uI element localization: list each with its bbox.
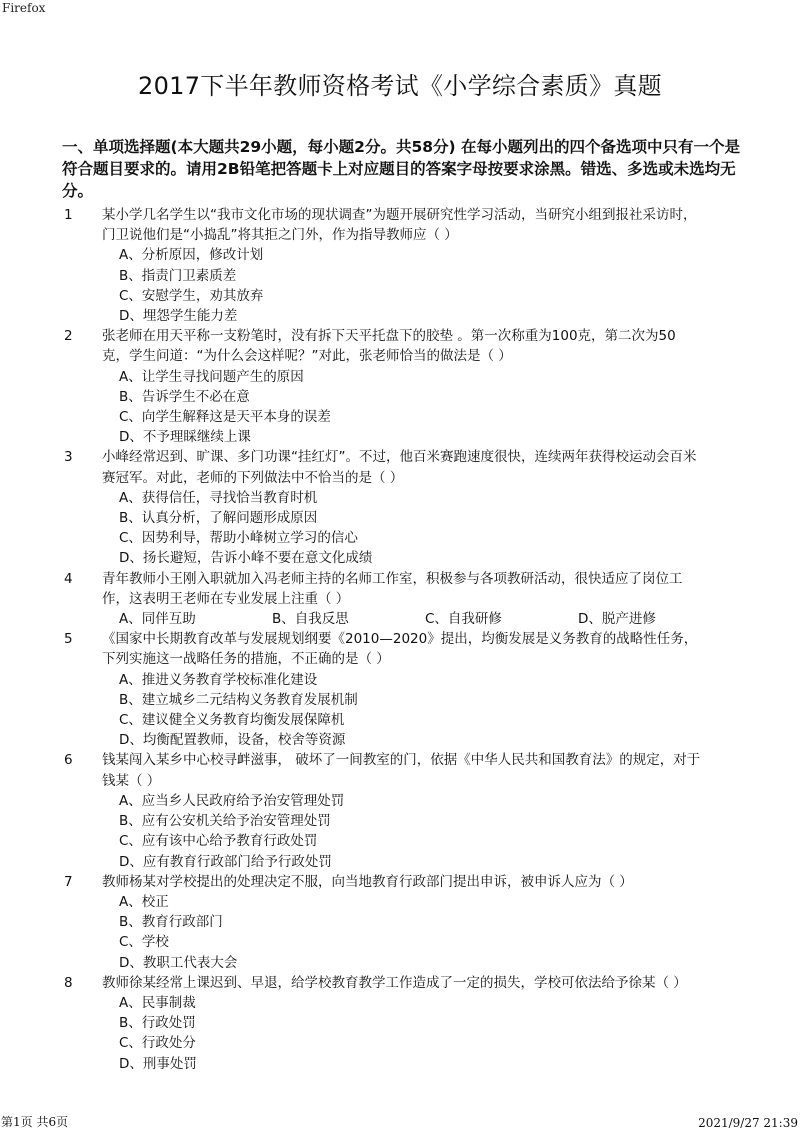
- answer-option: B、告诉学生不必在意: [119, 388, 250, 405]
- question-item: [0, 872, 800, 973]
- answer-option: A、分析原因，修改计划: [119, 247, 264, 264]
- question-item: [0, 973, 800, 1074]
- answer-option: D、不予理睬继续上课: [119, 429, 251, 446]
- option-list: [119, 609, 800, 629]
- answer-option: A、民事制裁: [119, 994, 196, 1011]
- question-number: 6: [64, 752, 73, 769]
- question-number: 1: [64, 207, 73, 223]
- answer-option: C、自我研修: [425, 611, 502, 628]
- answer-option: A、获得信任，寻找恰当教育时机: [119, 489, 318, 506]
- question-text: 教师徐某经常上课迟到、早退，给学校教育教学工作造成了一定的损失，学校可依法给予徐某（ ）: [102, 974, 687, 991]
- answer-option: B、行政处罚: [119, 1015, 196, 1032]
- option-list: [119, 892, 800, 973]
- answer-option: B、应有公安机关给予治安管理处罚: [119, 813, 331, 830]
- question-number: 3: [64, 449, 73, 466]
- answer-option: D、刑事处罚: [119, 1055, 197, 1072]
- answer-option: C、学校: [119, 934, 169, 951]
- answer-option: B、建立城乡二元结构义务教育发展机制: [119, 691, 358, 708]
- print-datetime: 2021/9/27 21:39: [698, 1116, 798, 1130]
- question-text: 钱某闯入某乡中心校寻衅滋事， 破坏了一间教室的门，依据《中华人民共和国教育法》的规定，对于钱某（ ）: [102, 752, 701, 789]
- option-list: [119, 791, 800, 872]
- answer-option: C、向学生解释这是天平本身的误差: [119, 409, 331, 426]
- question-number: 5: [64, 631, 73, 648]
- question-number: 4: [64, 570, 73, 587]
- option-list: [119, 670, 800, 751]
- question-item: [0, 205, 800, 326]
- answer-option: C、建议健全义务教育均衡发展保障机: [119, 712, 345, 729]
- question-item: [0, 750, 800, 871]
- answer-option: D、扬长避短，告诉小峰不要在意文化成绩: [119, 550, 373, 567]
- question-item: [0, 326, 800, 447]
- answer-option: D、埋怨学生能力差: [119, 308, 238, 325]
- option-list: [119, 367, 800, 448]
- answer-option: D、应有教育行政部门给予行政处罚: [119, 853, 332, 870]
- question-text: 教师杨某对学校提出的处理决定不服，向当地教育行政部门提出申诉，被申诉人应为（ ）: [102, 873, 633, 890]
- question-number: 2: [64, 328, 73, 345]
- question-number: 7: [64, 873, 73, 890]
- answer-option: A、同伴互助: [119, 611, 196, 628]
- answer-option: D、均衡配置教师，设备，校舍等资源: [119, 732, 346, 749]
- answer-option: C、安慰学生，劝其放弃: [119, 287, 264, 304]
- question-item: [0, 569, 800, 630]
- question-text: 小峰经常迟到、旷课、多门功课“挂红灯”。不过，他百米赛跑速度很快，连续两年获得校运动会百米赛冠军。对此，老师的下列做法中不恰当的是（ ）: [102, 449, 697, 486]
- answer-option: A、应当乡人民政府给予治安管理处罚: [119, 792, 345, 809]
- question-list: [0, 205, 800, 1074]
- question-text: 张老师在用天平称一支粉笔时，没有拆下天平托盘下的胶垫 。第一次称重为100克，第二次为50克，学生问道：“为什么会这样呢？”对此，张老师恰当的做法是（ ）: [102, 328, 676, 365]
- section-instructions: 一、单项选择题(本大题共29小题，每小题2分。共58分) 在每小题列出的四个备选项中只有一个是符合题目要求的。请用2B铅笔把答题卡上对应题目的答案字母按要求涂黑。错选、多选或未选均无分。: [62, 138, 740, 200]
- option-list: [119, 488, 800, 569]
- answer-option: A、让学生寻找问题产生的原因: [119, 368, 304, 385]
- answer-option: C、应有该中心给予教育行政处罚: [119, 833, 318, 850]
- page-title: 2017下半年教师资格考试《小学综合素质》真题: [138, 72, 662, 100]
- answer-option: B、认真分析，了解问题形成原因: [119, 510, 318, 527]
- page-number: 第1页 共6页: [1, 1115, 69, 1129]
- question-item: [0, 629, 800, 750]
- answer-option: D、脱产进修: [578, 611, 656, 628]
- option-list: [119, 993, 800, 1074]
- browser-title: Firefox: [2, 1, 46, 15]
- answer-option: C、行政处分: [119, 1035, 196, 1052]
- question-number: 8: [64, 974, 73, 991]
- question-text: 青年教师小王刚入职就加入冯老师主持的名师工作室，积极参与各项教研活动，很快适应了岗位工作，这表明王老师在专业发展上注重（ ）: [102, 570, 683, 607]
- question-text: 某小学几名学生以“我市文化市场的现状调查”为题开展研究性学习活动，当研究小组到报社采访时，门卫说他们是“小捣乱”将其拒之门外，作为指导教师应（ ）: [102, 207, 697, 244]
- answer-option: B、指责门卫素质差: [119, 267, 237, 284]
- answer-option: B、自我反思: [272, 611, 349, 628]
- answer-option: A、推进义务教育学校标准化建设: [119, 671, 318, 688]
- answer-option: D、教职工代表大会: [119, 954, 238, 971]
- option-list: [119, 245, 800, 326]
- answer-option: B、教育行政部门: [119, 914, 223, 931]
- question-text: 《国家中长期教育改革与发展规划纲要《2010—2020》提出，均衡发展是义务教育的战略性任务，下列实施这一战略任务的措施，不正确的是（ ）: [102, 631, 698, 668]
- answer-option: A、校正: [119, 893, 169, 910]
- question-item: [0, 447, 800, 568]
- answer-option: C、因势利导，帮助小峰树立学习的信心: [119, 530, 358, 547]
